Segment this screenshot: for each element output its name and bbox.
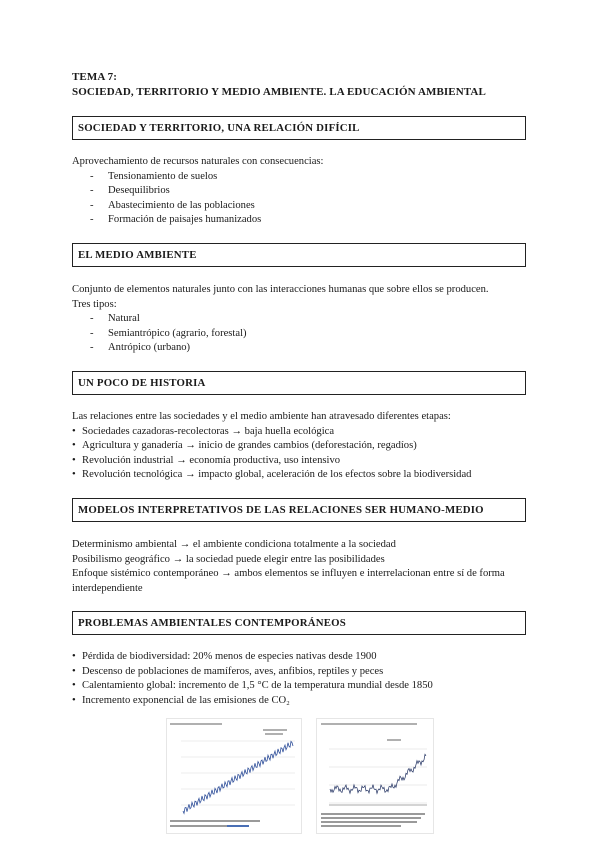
section-heading-society-territory: SOCIEDAD Y TERRITORIO, UNA RELACIÓN DIFÍCIL	[72, 116, 526, 140]
list-item: - Desequilibrios	[72, 184, 532, 199]
list-item: • Sociedades cazadoras-recolectoras → baja huella ecológica	[72, 425, 532, 440]
section-heading-environment: EL MEDIO AMBIENTE	[72, 243, 526, 267]
section-body-society-territory	[72, 155, 532, 228]
list-item: - Abastecimiento de las poblaciones	[72, 199, 532, 214]
section-body-environment	[72, 283, 532, 356]
section-body-history	[72, 410, 532, 483]
co2-concentration-chart	[167, 719, 301, 833]
section-heading-problems: PROBLEMAS AMBIENTALES CONTEMPORÁNEOS	[72, 611, 526, 635]
title-line-2: SOCIEDAD, TERRITORIO Y MEDIO AMBIENTE. LA EDUCACIÓN AMBIENTAL	[72, 86, 486, 98]
section-heading-models: MODELOS INTERPRETATIVOS DE LAS RELACIONES SER HUMANO-MEDIO	[72, 498, 526, 522]
section-intro: Conjunto de elementos naturales junto con las interacciones humanas que sobre ellos se producen.	[72, 284, 489, 295]
list-item: - Formación de paisajes humanizados	[72, 213, 532, 228]
section-intro: Aprovechamiento de recursos naturales con consecuencias:	[72, 156, 324, 167]
section-intro: Las relaciones entre las sociedades y el medio ambiente han atravesado diferentes etapas:	[72, 411, 451, 422]
list-item: - Semiantrópico (agrario, forestal)	[72, 327, 532, 342]
co2-emissions-figure	[316, 718, 434, 834]
bullet-list	[72, 650, 532, 708]
list-item: • Incremento exponencial de las emisiones de CO₂	[72, 694, 532, 709]
list-item: • Agricultura y ganadería → inicio de grandes cambios (deforestación, regadíos)	[72, 439, 532, 454]
co2-emissions-chart	[317, 719, 433, 833]
list-item: • Calentamiento global: incremento de 1,5 °C de la temperatura mundial desde 1850	[72, 679, 532, 694]
section-body-problems	[72, 650, 532, 708]
co2-concentration-figure	[166, 718, 302, 834]
dash-list	[72, 312, 532, 356]
section-intro-2: Tres tipos:	[72, 298, 117, 310]
list-item: • Pérdida de biodiversidad: 20% menos de especies nativas desde 1900	[72, 650, 532, 665]
list-item: • Revolución tecnológica → impacto global, aceleración de los efectos sobre la biodiversidad	[72, 468, 532, 483]
list-item: - Tensionamiento de suelos	[72, 170, 532, 185]
title-line-1: TEMA 7:	[72, 71, 118, 83]
model-line: Determinismo ambiental → el ambiente condiciona totalmente a la sociedad	[72, 539, 396, 550]
dash-list	[72, 170, 532, 228]
model-line: Posibilismo geográfico → la sociedad puede elegir entre las posibilidades	[72, 553, 385, 565]
list-item: • Revolución industrial → economía productiva, uso intensivo	[72, 454, 532, 469]
model-line: Enfoque sistémico contemporáneo → ambos elementos se influyen e interrelacionan entre sí de forma interdependiente	[72, 568, 505, 594]
co2-figures	[166, 718, 434, 834]
bullet-list	[72, 425, 532, 483]
list-item: - Antrópico (urbano)	[72, 341, 532, 356]
section-heading-history: UN POCO DE HISTORIA	[72, 371, 526, 395]
section-body-models	[72, 538, 532, 596]
document-title	[72, 70, 486, 100]
list-item: • Descenso de poblaciones de mamíferos, aves, anfibios, reptiles y peces	[72, 665, 532, 680]
list-item: - Natural	[72, 312, 532, 327]
